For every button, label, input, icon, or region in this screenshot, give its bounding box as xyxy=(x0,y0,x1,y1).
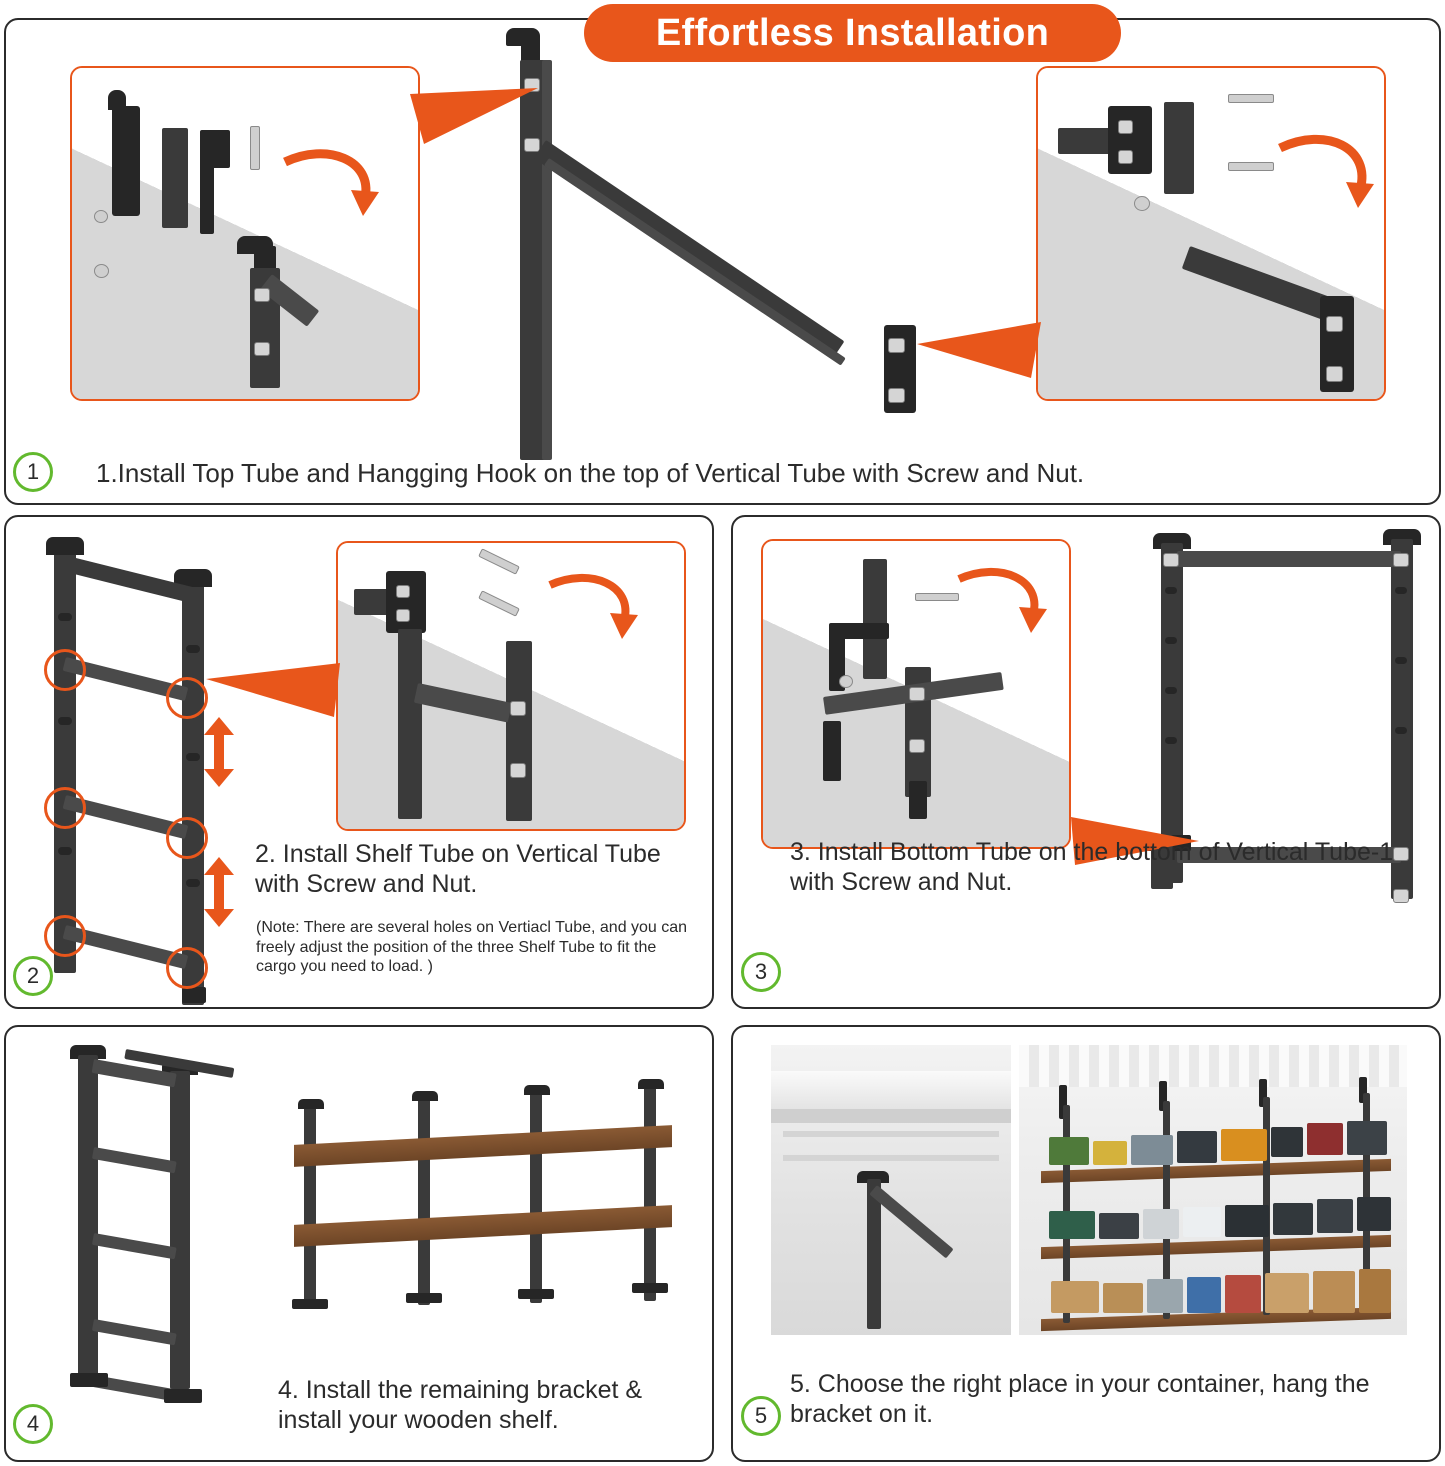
hole xyxy=(1165,687,1177,694)
hook-3 xyxy=(524,1085,550,1095)
shelf-foot-2 xyxy=(406,1293,442,1303)
screw xyxy=(94,264,109,278)
pointer-arrow-left xyxy=(410,88,540,148)
storage-box xyxy=(1049,1211,1095,1239)
bolt-nut xyxy=(1326,316,1343,332)
hole xyxy=(1395,727,1407,734)
storage-box xyxy=(1313,1271,1355,1313)
step-badge-3: 3 xyxy=(741,952,781,992)
vertical-tube-detail xyxy=(863,559,887,679)
container-wall-photo xyxy=(771,1045,1011,1335)
step-2-note: (Note: There are several holes on Vertiacl Tube, and you can freely adjust the position of the three Shelf Tube to fit the cargo you need to load. ) xyxy=(256,919,688,976)
bracket-1 xyxy=(304,1107,316,1307)
storage-box xyxy=(1347,1121,1387,1155)
storage-box xyxy=(1093,1141,1127,1165)
bolt-nut xyxy=(1118,150,1133,164)
highlight-circle xyxy=(44,915,86,957)
storage-box xyxy=(1183,1207,1221,1237)
storage-box xyxy=(1099,1213,1139,1239)
storage-box xyxy=(1049,1137,1089,1165)
pointer-arrow xyxy=(202,663,342,721)
bracket-diagonal xyxy=(869,1185,953,1258)
storage-box xyxy=(1225,1205,1269,1237)
title-banner xyxy=(584,4,1121,62)
step-badge-2: 2 xyxy=(13,956,53,996)
bracket-part-top xyxy=(200,130,230,168)
bolt-nut xyxy=(1163,553,1179,567)
bolt-nut xyxy=(254,288,270,302)
vertical-tube-side xyxy=(542,60,552,460)
nut-washer xyxy=(839,675,853,688)
hole xyxy=(58,613,72,621)
storage-box xyxy=(1359,1269,1391,1313)
storage-box xyxy=(1307,1123,1343,1155)
step-4-caption: 4. Install the remaining bracket & install your wooden shelf. xyxy=(278,1376,643,1434)
step1-right-detail-inset xyxy=(1036,66,1386,401)
step-1-panel xyxy=(4,18,1441,505)
step-5-caption: 5. Choose the right place in your container, hang the bracket on it. xyxy=(790,1370,1370,1428)
shelf-foot-3 xyxy=(518,1289,554,1299)
storage-box xyxy=(1221,1129,1267,1161)
hole xyxy=(58,847,72,855)
hole xyxy=(1395,587,1407,594)
foot-left xyxy=(70,1373,108,1387)
hole xyxy=(1165,587,1177,594)
wooden-shelf-top xyxy=(294,1125,672,1167)
curved-arrow-icon xyxy=(1274,132,1384,222)
hook-4 xyxy=(638,1079,664,1089)
tube-part xyxy=(162,128,188,228)
storage-box xyxy=(1273,1203,1313,1235)
hook-part-body xyxy=(112,106,140,216)
step-3-panel xyxy=(731,515,1441,1009)
bolt-nut xyxy=(396,585,410,598)
storage-box xyxy=(1317,1199,1353,1233)
shelf-foot-1 xyxy=(292,1299,328,1309)
storage-box xyxy=(1177,1131,1217,1163)
step-badge-4: 4 xyxy=(13,1404,53,1444)
hole xyxy=(58,717,72,725)
storage-box xyxy=(1131,1135,1173,1165)
bolt-nut xyxy=(1393,553,1409,567)
storage-box xyxy=(1147,1279,1183,1313)
nut-washer xyxy=(1134,196,1150,211)
highlight-circle xyxy=(166,947,208,989)
step1-left-detail-inset xyxy=(70,66,420,401)
hole xyxy=(1395,657,1407,664)
bolt-nut xyxy=(1118,120,1133,134)
shelf-tube-2 xyxy=(92,1233,177,1259)
hook-2 xyxy=(412,1091,438,1101)
top-tube-diagonal-shadow xyxy=(544,158,846,366)
top-tube xyxy=(1177,551,1401,567)
wooden-shelf-bottom xyxy=(294,1205,672,1247)
step-badge-5: 5 xyxy=(741,1396,781,1436)
storage-box xyxy=(1357,1197,1391,1231)
step-3-caption: 3. Install Bottom Tube on the bottom of Vertical Tube-1 with Screw and Nut. xyxy=(790,838,1394,896)
screw xyxy=(94,210,108,223)
assembled-foot-2 xyxy=(909,781,927,819)
curved-arrow-icon xyxy=(277,146,387,226)
hole xyxy=(186,645,200,653)
curved-arrow-icon xyxy=(544,571,644,651)
bolt-nut xyxy=(888,388,905,403)
step-2-caption: 2. Install Shelf Tube on Vertical Tube with Screw and Nut. xyxy=(255,840,661,898)
bolt-nut xyxy=(510,701,526,716)
bolt-nut xyxy=(510,763,526,778)
page-title: Effortless Installation xyxy=(655,11,1050,54)
storage-box xyxy=(1103,1283,1143,1313)
bracket-3 xyxy=(530,1093,542,1303)
screw-long xyxy=(250,126,260,170)
bolt-nut xyxy=(396,609,410,622)
storage-box xyxy=(1143,1209,1179,1239)
bolt-nut xyxy=(909,687,925,701)
hole xyxy=(1165,637,1177,644)
bolt-nut xyxy=(1326,366,1343,382)
vertical-tube-detail-2 xyxy=(506,641,532,821)
shelf-foot-4 xyxy=(632,1283,668,1293)
step3-detail-inset xyxy=(761,539,1071,849)
installed-shelving-photo xyxy=(1019,1045,1407,1335)
hole xyxy=(186,879,200,887)
step-badge-1: 1 xyxy=(13,452,53,492)
shelf-tube-3 xyxy=(92,1319,177,1345)
assembled-foot xyxy=(823,721,841,781)
hook-1 xyxy=(298,1099,324,1109)
storage-box xyxy=(1271,1127,1303,1157)
bolt-nut xyxy=(909,739,925,753)
foot-right xyxy=(164,1389,202,1403)
highlight-circle xyxy=(44,787,86,829)
bolt-nut xyxy=(254,342,270,356)
curved-arrow-icon xyxy=(953,565,1053,645)
vertical-tube-detail xyxy=(398,629,422,819)
screw-long xyxy=(1228,94,1274,103)
bracket-2 xyxy=(418,1099,430,1305)
shelf-tube-1 xyxy=(92,1147,177,1173)
storage-box xyxy=(1265,1273,1309,1313)
highlight-circle xyxy=(44,649,86,691)
hole xyxy=(186,753,200,761)
storage-box xyxy=(1187,1277,1221,1313)
bracket-4 xyxy=(644,1087,656,1301)
bracket-plate xyxy=(386,571,426,633)
step-1-caption: 1.Install Top Tube and Hangging Hook on the top of Vertical Tube with Screw and Nut. xyxy=(96,458,1085,488)
highlight-circle xyxy=(166,817,208,859)
adjust-arrow-icon xyxy=(202,857,236,927)
vertical-tube-detail xyxy=(1164,102,1194,194)
tube-foot xyxy=(182,987,206,1003)
pointer-arrow-right xyxy=(911,320,1041,380)
hole xyxy=(1165,737,1177,744)
step2-detail-inset xyxy=(336,541,686,831)
storage-box xyxy=(1225,1275,1261,1313)
bracket-part-leg xyxy=(200,164,214,234)
hook-left xyxy=(46,537,84,555)
screw-long xyxy=(1228,162,1274,171)
storage-box xyxy=(1051,1281,1099,1313)
bolt-nut xyxy=(888,338,905,353)
adjust-arrow-icon xyxy=(202,717,236,787)
